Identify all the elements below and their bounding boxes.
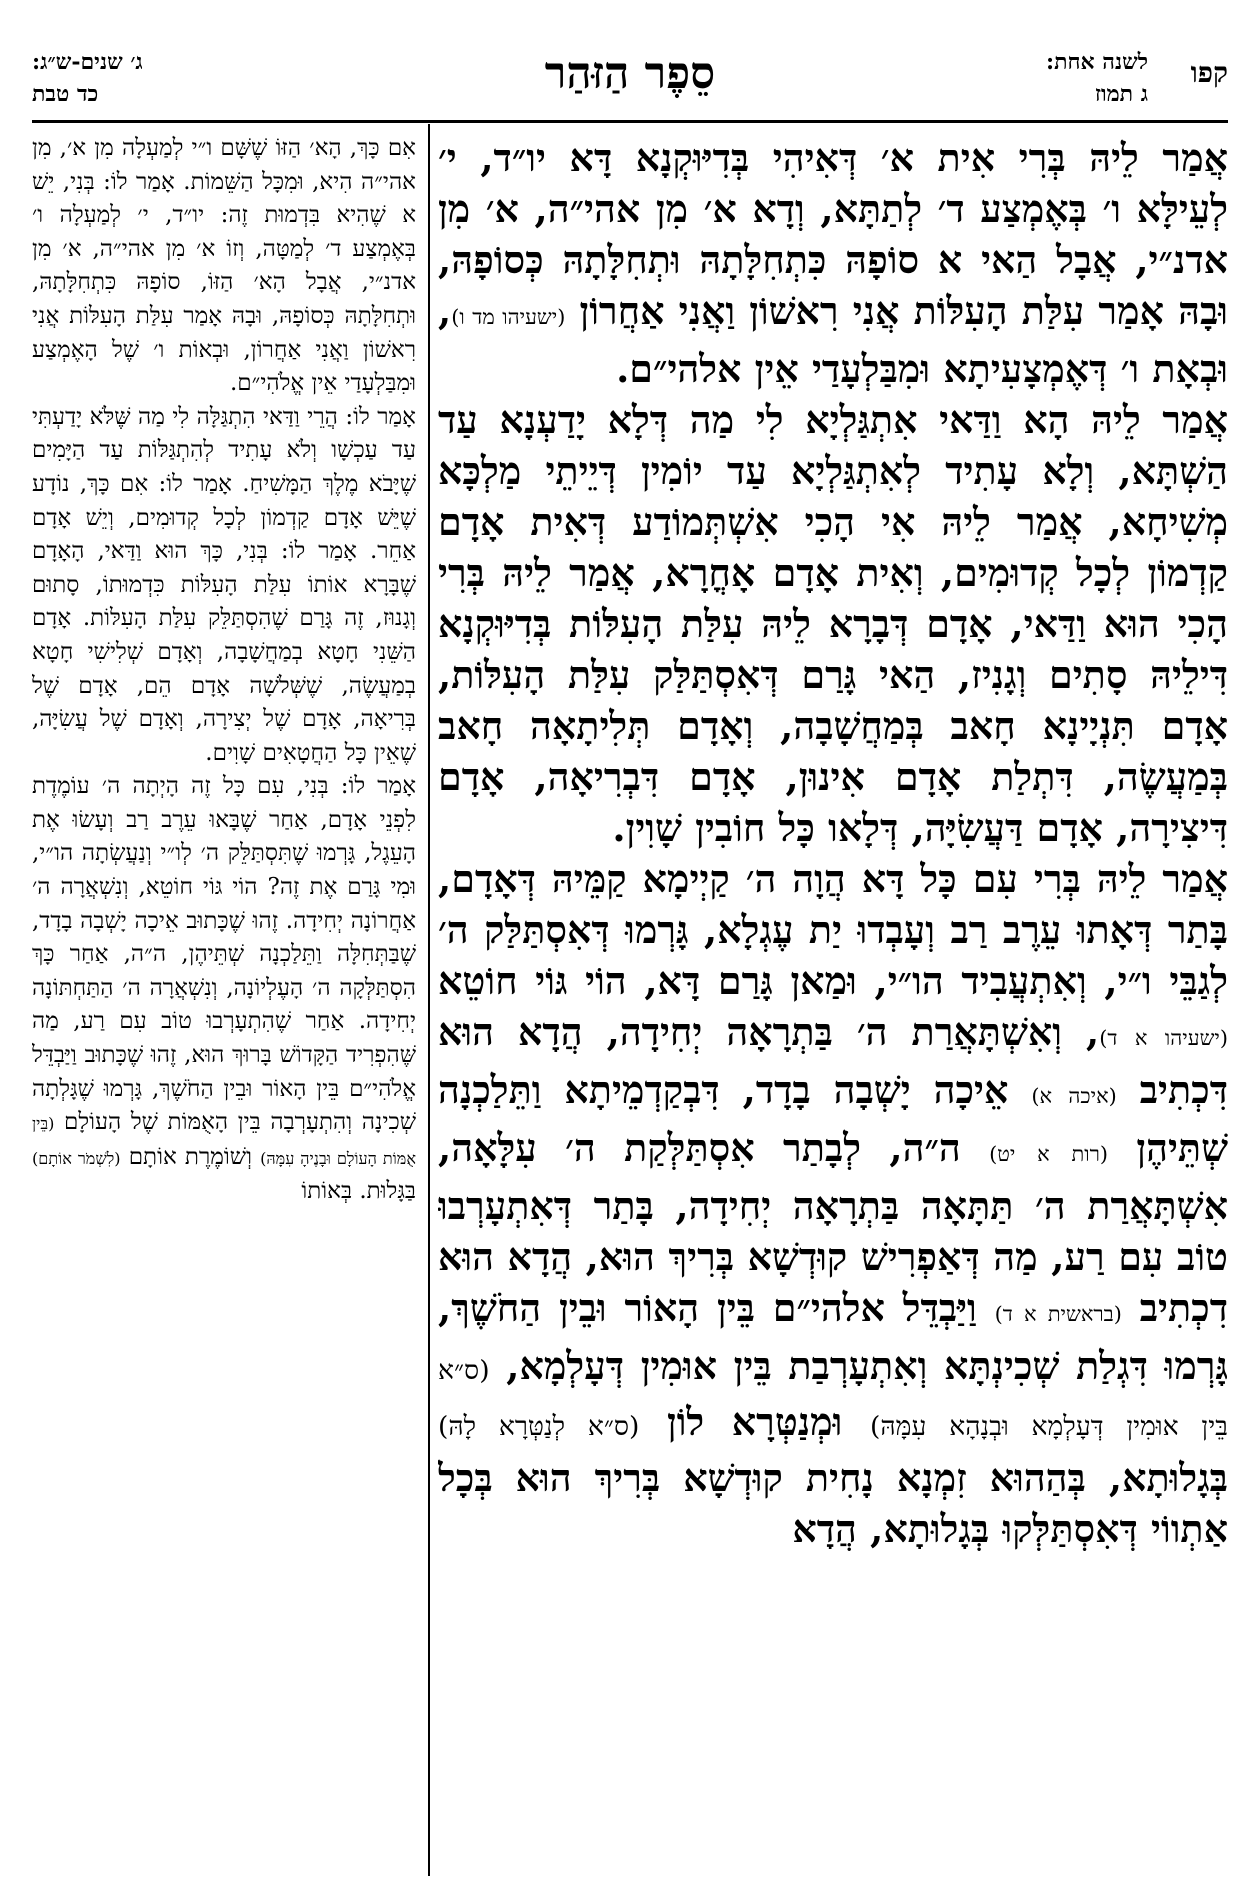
three-years-date: כד טבת	[32, 81, 99, 107]
translation-column	[32, 132, 416, 1872]
variant-note: (ס״א בֵּין אוּמִין דְּעָלְמָא וּבְנָהָא עִמָּהּ)	[438, 1355, 1228, 1442]
scripture-reference: (ישעיהו מד ו)	[451, 305, 566, 329]
book-title: סֵפֶר הַזּהַר	[544, 48, 716, 99]
variant-note: (ס״א לְנַטְּרָא לָהּ)	[438, 1411, 640, 1442]
translation-paragraph-3: אָמַר לוֹ: בְּנִי, עִם כָּל זֶה הָיְתָה ה׳ עוֹמֶדֶת לִפְנֵי אָדָם, אַחַר שֶׁבָּאוּ עֵרֶב רַב וְעָשׂוּ אֶת הָעֵגֶל, גָּרְמוּ שֶׁתִּסְתַּלֵּק ה׳ לְו״י וְנַעֲשְׂתָה הו״י, וּמִי גָּרַם אֶת זֶה? הוֹי גּוֹי חוֹטֵא, וְנִשְׁאֲרָה ה׳ אַחֲרוֹנָה יְחִידָה. זֶהוּ שֶׁכָּתוּב אֵיכָה יָשְׁבָה בָדָד, שֶׁבַּתְּחִלָּה וַתֵּלַכְנָה שְׁתֵּיהֶן, ה״ה, אַחַר כָּךְ הִסְתַּלְּקָה ה׳ הָעֶלְיוֹנָה, וְנִשְׁאֲרָה ה׳ הַתַּחְתּוֹנָה יְחִידָה. אַחַר שֶׁהִתְעָרְבוּ טוֹב עִם רַע, מַה שֶּׁהִפְרִיד הַקָּדוֹשׁ בָּרוּךְ הוּא, זֶהוּ שֶׁכָּתוּב וַיַּבְדֵּל אֱלֹהִי״ם בֵּין הָאוֹר וּבֵין הַחֹשֶׁךְ, גָּרְמוּ שֶׁגָּלְתָה שְׁכִינָה וְהִתְעָרְבָה בֵּין הָאֻמּוֹת שֶׁל הָעוֹלָם (בֵּין אֻמּוֹת הָעוֹלָם וּבָנֶיהָ עִמָּהּ) וְשׁוֹמֶרֶת אוֹתָם (לִשְׁמֹר אוֹתָם) בַּגָּלוּת. בְּאוֹתוֹ	[32, 773, 416, 1205]
translation-paragraph-1: אִם כָּךְ, הָא׳ הַזּוֹ שֶׁשָּׁם ו״י לְמַעְלָה מִן א׳, מִן אהי״ה הִיא, וּמִכָּל הַשֵּׁמוֹת. אָמַר לוֹ: בְּנִי, יֵשׁ א שֶׁהִיא בִּדְמוּת זֶה: יו״ד, י׳ לְמַעְלָה ו׳ בְּאֶמְצַע ד׳ לְמַטָּה, וְזוֹ א׳ מִן אהי״ה, א׳ מִן אדנ״י, אֲבָל הָא׳ הַזּוֹ, סוֹפָהּ כִּתְחִלָּתָהּ, וּתְחִלָּתָהּ כְּסוֹפָהּ, וּבָהּ אָמַר עִלַּת הָעִלּוֹת אֲנִי רִאשׁוֹן וַאֲנִי אַחֲרוֹן, וּבְאוֹת ו׳ שֶׁל הָאֶמְצַע וּמִבַּלְעָדַי אֵין אֱלֹהִי״ם.	[32, 135, 416, 397]
page-header	[32, 46, 1228, 122]
scripture-reference: (רות א יט)	[989, 1142, 1109, 1166]
scripture-reference: (בראשית א ד)	[994, 1302, 1122, 1326]
translation-note: (בֵּין אֻמּוֹת הָעוֹלָם וּבָנֶיהָ עִמָּהּ)	[32, 1114, 416, 1168]
main-text-column	[438, 132, 1228, 1872]
three-years-label: ג׳ שנים-ש״ג:	[32, 49, 143, 75]
column-divider	[428, 124, 430, 1876]
page-number: קפו	[1190, 56, 1228, 89]
translation-paragraph-2: אָמַר לוֹ: הֲרֵי וַדַּאי הִתְגַּלָּה לִי מַה שֶּׁלֹּא יָדַעְתִּי עַד עַכְשָׁו וְלֹא עָתִיד לְהִתְגַּלּוֹת עַד הַיָּמִים שֶׁיָּבֹא מֶלֶךְ הַמָּשִׁיחַ. אָמַר לוֹ: אִם כָּךְ, נוֹדָע שֶׁיֵּשׁ אָדָם קַדְמוֹן לְכָל קְדוּמִים, וְיֵשׁ אָדָם אַחֵר. אָמַר לוֹ: בְּנִי, כָּךְ הוּא וַדַּאי, הָאָדָם שֶׁבָּרָא אוֹתוֹ עִלַּת הָעִלּוֹת כִּדְמוּתוֹ, סָתוּם וְגָנוּז, זֶה גָּרַם שֶׁהִסְתַּלֵּק עִלַּת הָעִלּוֹת. אָדָם הַשֵּׁנִי חָטָא בְמַחֲשָׁבָה, וְאָדָם שְׁלִישִׁי חָטָא בְמַעֲשֶׂה, שֶׁשְּׁלֹשָׁה אָדָם הֵם, אָדָם שֶׁל בְּרִיאָה, אָדָם שֶׁל יְצִירָה, וְאָדָם שֶׁל עֲשִׂיָּה, שֶׁאֵין כָּל הַחֲטָאִים שָׁוִים.	[32, 403, 416, 766]
year-label: לשנה אחת:	[1045, 49, 1148, 75]
scripture-reference: (ישעיהו א ד)	[1099, 1026, 1228, 1050]
main-paragraph-3: אֲמַר לֵיהּ בְּרִי עִם כָּל דָּא הֲוָה ה׳ קַיְימָא קַמֵּיהּ דְּאָדָם, בָּתַר דְּאָתוּ עֵרֶב רַב וְעָבְדוּ יַת עֶגְלָא, גָּרְמוּ דְּאִסְתַּלַּק ה׳ לְגַבֵּי ו״י, וְאִתְעֲבִיד הו״י, וּמַאן גָּרַם דָּא, הוֹי גּוֹי חוֹטֵא (ישעיהו א ד), וְאִשְׁתָּאֲרַת ה׳ בַּתְרָאָה יְחִידָה, הֲדָא הוּא דִּכְתִיב (איכה א) אֵיכָה יָשְׁבָה בָדָד, דִּבְקַדְמֵיתָא וַתֵּלַכְנָה שְׁתֵּיהֶן (רות א יט) ה״ה, לְבָתַר אִסְתַּלְּקַת ה׳ עִלָּאָה, אִשְׁתָּאֲרַת ה׳ תַּתָּאָה בַּתְרָאָה יְחִידָה, בָּתַר דְּאִתְעָרְבוּ טוֹב עִם רַע, מַה דְּאַפְרִישׁ קוּדְשָׁא בְּרִיךְ הוּא, הֲדָא הוּא דִכְתִיב (בראשית א ד) וַיַּבְדֵּל אלהי״ם בֵּין הָאוֹר וּבֵין הַחֹשֶׁךְ, גָּרְמוּ דִּגְלַת שְׁכִינְתָּא וְאִתְעָרְבַת בֵּין אוּמִין דְּעָלְמָא, (ס״א בֵּין אוּמִין דְּעָלְמָא וּבְנָהָא עִמָּהּ) וּמְנַטְּרָא לוֹן (ס״א לְנַטְּרָא לָהּ) בְּגָלוּתָא, בְּהַהוּא זִמְנָא נָחִית קוּדְשָׁא בְּרִיךְ הוּא בְּכָל אַתְווֹי דְּאִסְתַּלְּקוּ בְּגָלוּתָא, הֲדָא	[438, 856, 1228, 1551]
scripture-reference: (איכה א)	[1031, 1084, 1117, 1108]
study-schedule-three-years	[32, 46, 143, 110]
header-rule	[32, 120, 1228, 123]
translation-note: (לִשְׁמֹר אוֹתָם)	[32, 1148, 121, 1168]
main-paragraph-1: אֲמַר לֵיהּ בְּרִי אִית א׳ דְּאִיהִי בְּדִיּוּקְנָא דָּא יו״ד, י׳ לְעֵילָּא ו׳ בְּאֶמְצַע ד׳ לְתַתָּא, וְדָא א׳ מִן אהי״ה, א׳ מִן אדנ״י, אֲבָל הַאי א סוֹפָהּ כִּתְחִלָּתָהּ וּתְחִלָּתָהּ כְּסוֹפָהּ, וּבָהּ אָמַר עִלַּת הָעִלּוֹת אֲנִי רִאשׁוֹן וַאֲנִי אַחֲרוֹן (ישעיהו מד ו), וּבְאָת ו׳ דְּאֶמְצָעִיתָא וּמִבַּלְעָדַי אֵין אלהי״ם.	[438, 135, 1228, 391]
year-date: ג תמוז	[1094, 81, 1148, 107]
main-paragraph-2: אֲמַר לֵיהּ הָא וַדַּאי אִתְגַּלְיָא לִי מַה דְּלָא יָדַעְנָא עַד הַשְׁתָּא, וְלָא עָתִיד לְאִתְגַּלְיָא עַד יוֹמִין דְּיֵיתֵי מַלְכָּא מְשִׁיחָא, אֲמַר לֵיהּ אִי הָכִי אִשְׁתְּמוֹדַע דְּאִית אָדָם קַדְמוֹן לְכָל קְדוּמִים, וְאִית אָדָם אָחֳרָא, אֲמַר לֵיהּ בְּרִי הָכִי הוּא וַדַּאי, אָדָם דְּבָרָא לֵיהּ עִלַּת הָעִלּוֹת בְּדִיּוּקְנָא דִּילֵיהּ סָתִים וְגָנִיז, הַאי גָּרַם דְּאִסְתַּלַּק עִלַּת הָעִלּוֹת, אָדָם תִּנְיָינָא חָאב בְּמַחֲשָׁבָה, וְאָדָם תְּלִיתָאָה חָאב בְּמַעֲשֶׂה, דִּתְלַת אָדָם אִינוּן, אָדָם דִּבְרִיאָה, אָדָם דִּיצִירָה, אָדָם דַּעֲשִׂיָּה, דְּלָאו כָּל חוֹבִין שָׁוִין.	[438, 397, 1228, 850]
